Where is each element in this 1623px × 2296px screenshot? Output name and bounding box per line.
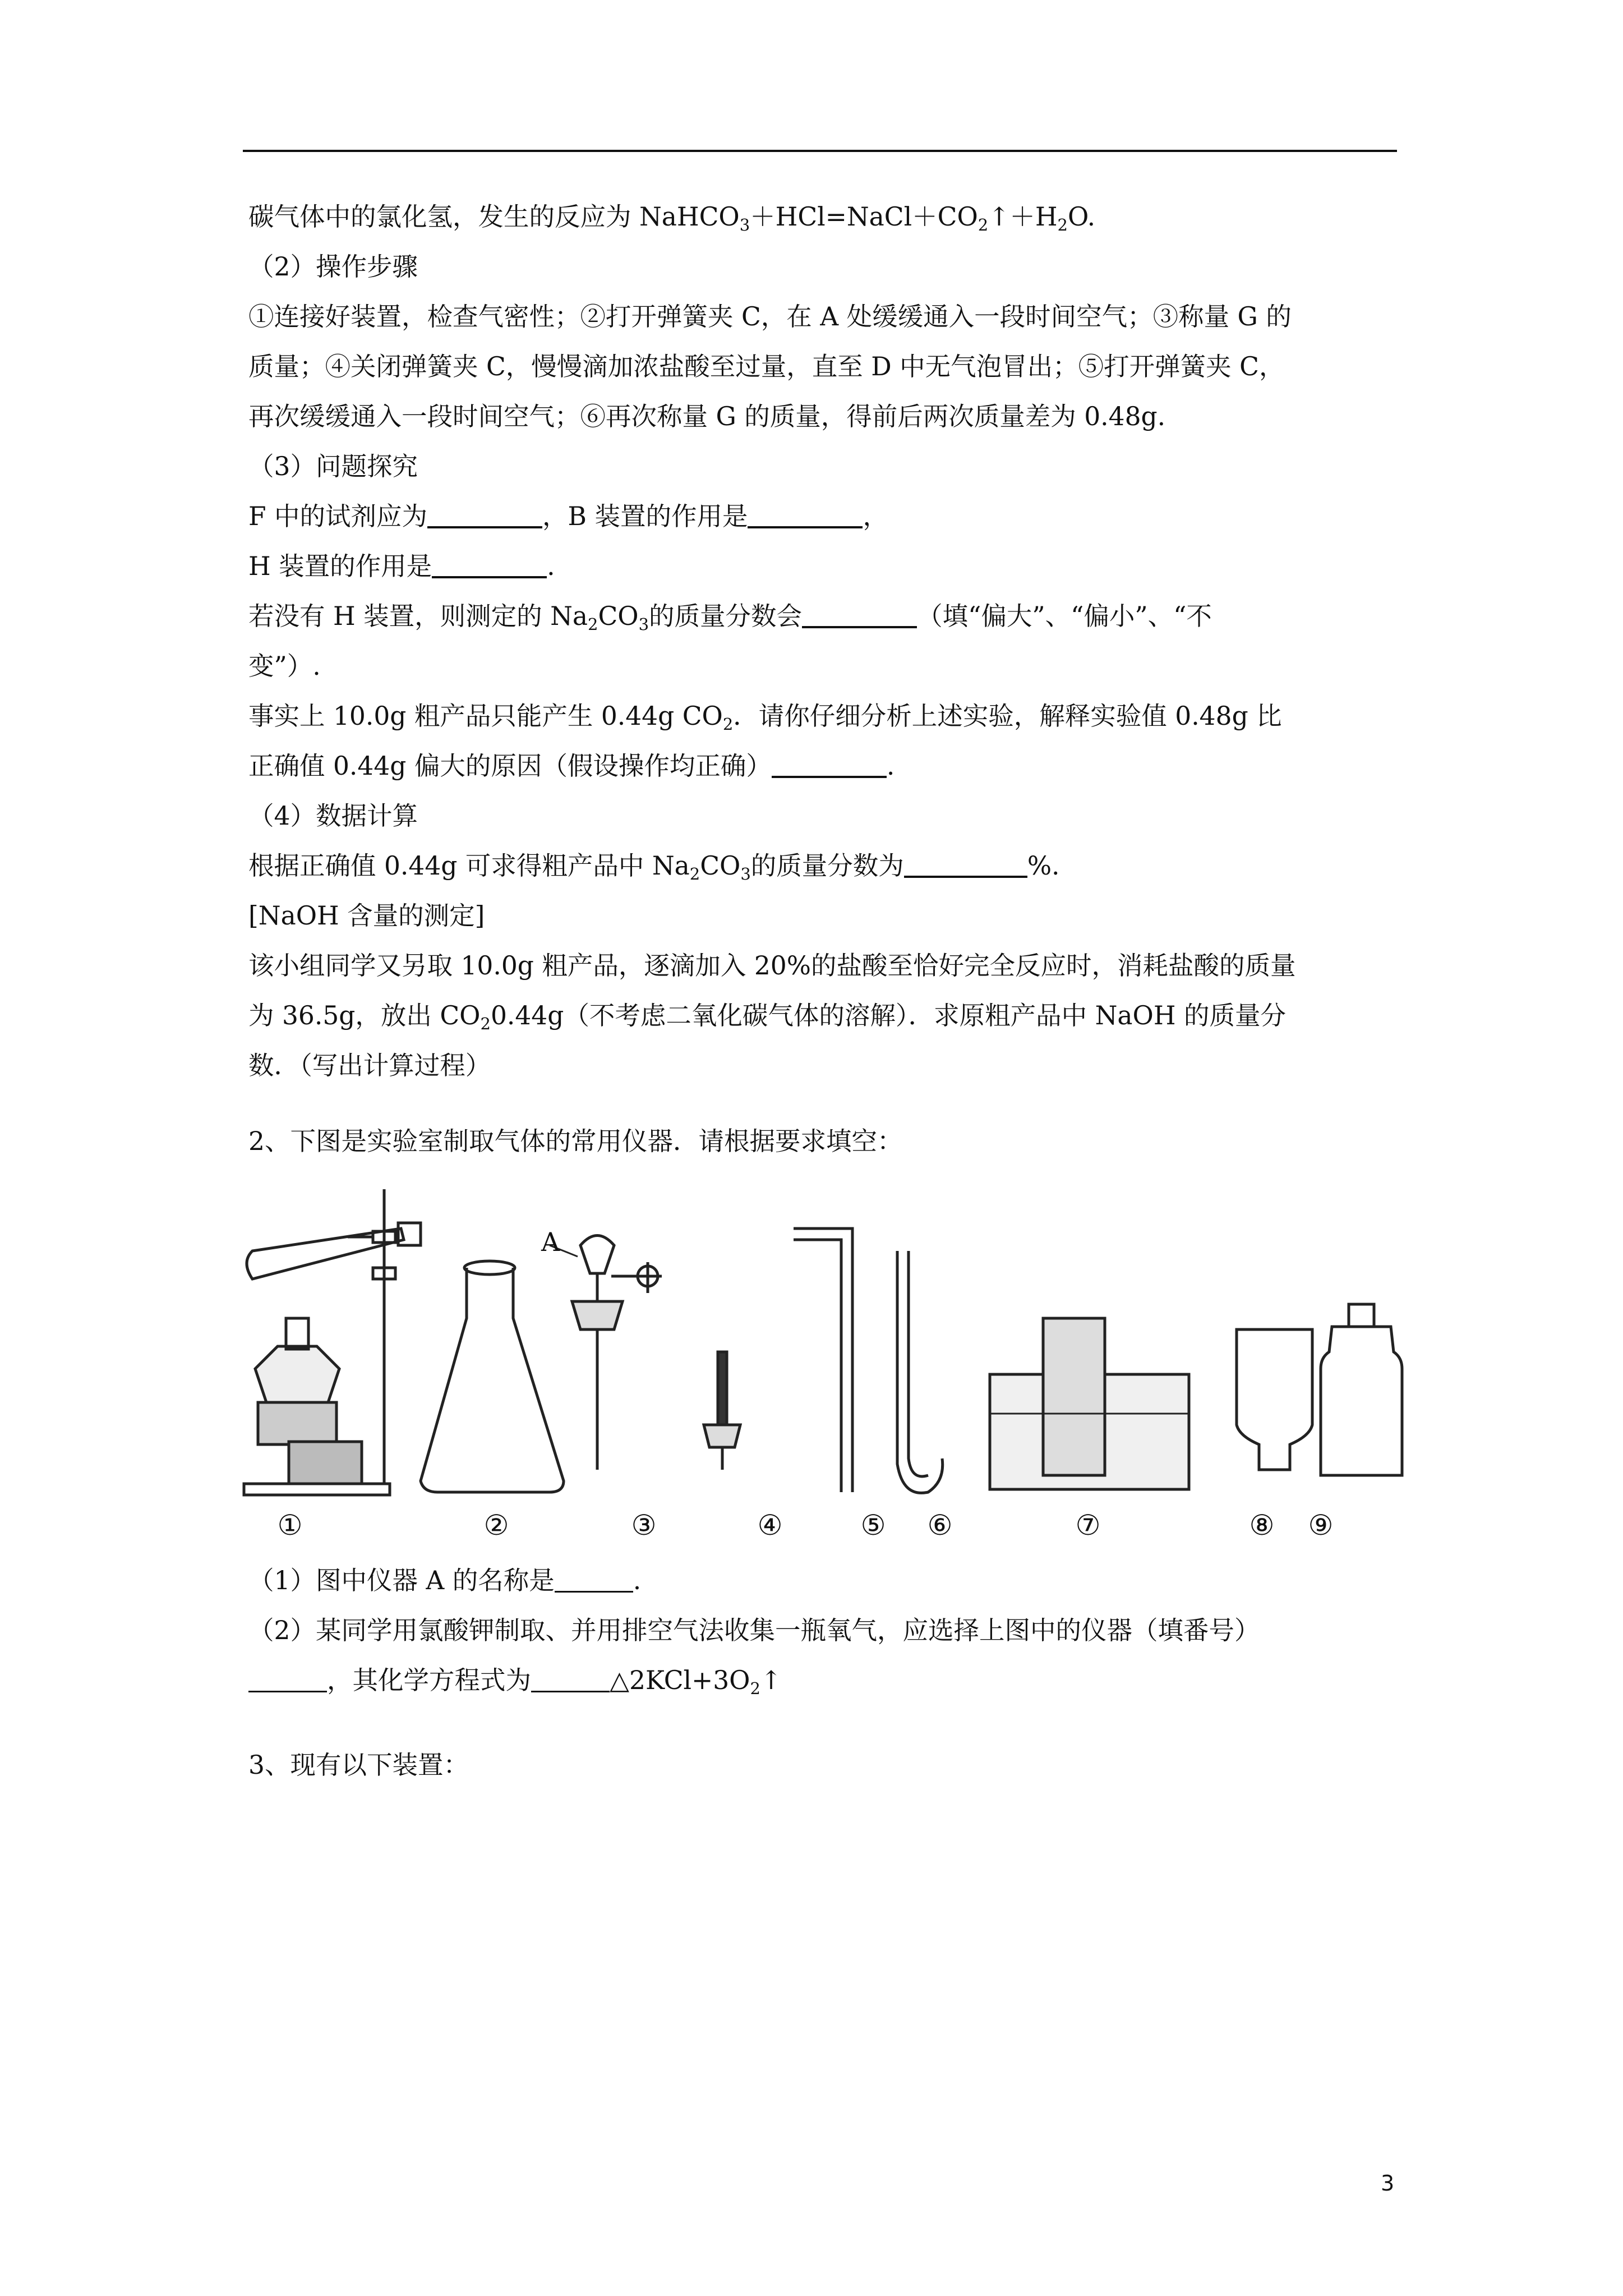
answer-blank[interactable] <box>531 1665 610 1693</box>
apparatus-6-u-tube <box>897 1251 943 1493</box>
label-A: A <box>541 1227 560 1257</box>
apparatus-3-funnel <box>550 1236 662 1470</box>
question-no-H: 若没有 H 装置，则测定的 $Na_2CO_3$的质量分数会 （填“偏大”、“偏小”、“不 <box>248 601 1212 634</box>
section-heading-steps: （2）操作步骤 <box>248 252 418 282</box>
apparatus-label: ④ <box>757 1509 783 1542</box>
apparatus-2-conical-flask <box>421 1261 564 1492</box>
q2-sub-2: （2）某同学用氯酸钾制取、并用排空气法收集一瓶氧气，应选择上图中的仪器（填番号） <box>248 1616 1260 1645</box>
line-reaction: 碳气体中的氯化氢，发生的反应为 $NaHCO_3+HCl=NaCl+CO_2↑+H_2O$. <box>248 202 1096 234</box>
question-reason-1: 事实上 10.0g 粗产品只能产生 0.44g $CO_2$．请你仔细分析上述实验，解释实验值 0.48g 比 <box>248 701 1282 734</box>
apparatus-label: ① <box>277 1509 303 1542</box>
answer-blank[interactable] <box>248 1665 327 1693</box>
naoh-line-3: 数．（写出计算过程） <box>248 1051 491 1080</box>
steps-line-1: ①连接好装置，检查气密性；②打开弹簧夹 C，在 A 处缓缓通入一段时间空气；③称量 G 的 <box>248 302 1292 332</box>
steps-line-3: 再次缓缓通入一段时间空气；⑥再次称量 G 的质量，得前后两次质量差为 0.48g. <box>248 402 1166 431</box>
apparatus-figure <box>236 1178 1413 1542</box>
apparatus-4-stopper <box>704 1352 740 1470</box>
question-2-stem: 2、下图是实验室制取气体的常用仪器．请根据要求填空： <box>248 1126 903 1156</box>
answer-blank[interactable] <box>748 501 863 529</box>
section-heading-naoh: [NaOH 含量的测定] <box>248 901 485 931</box>
apparatus-8-gas-bottle <box>1237 1329 1312 1470</box>
naoh-line-1: 该小组同学又另取 10.0g 粗产品，逐滴加入 20%的盐酸至恰好完全反应时，消耗盐酸的质量 <box>248 951 1296 981</box>
question-H: H 装置的作用是 . <box>248 551 555 581</box>
question-no-H-cont: 变”）. <box>248 651 321 681</box>
question-percent: 根据正确值 0.44g 可求得粗产品中 $Na_2CO_3$的质量分数为 %. <box>248 851 1060 884</box>
section-heading-inquiry: （3）问题探究 <box>248 452 418 481</box>
question-reason-2: 正确值 0.44g 偏大的原因（假设操作均正确） . <box>248 751 895 781</box>
section-heading-calc: （4）数据计算 <box>248 801 418 831</box>
problem-1-continuation <box>248 192 1404 1091</box>
answer-blank[interactable] <box>904 850 1027 878</box>
answer-blank[interactable] <box>772 751 887 779</box>
page-number: 3 <box>1381 2171 1395 2196</box>
question-2-subparts <box>248 1556 1260 1705</box>
apparatus-label: ⑨ <box>1308 1509 1334 1542</box>
q2-sub-1: （1）图中仪器 A 的名称是 . <box>248 1566 642 1595</box>
apparatus-drawing <box>236 1178 1413 1509</box>
apparatus-label: ⑧ <box>1249 1509 1275 1542</box>
apparatus-label: ③ <box>631 1509 657 1542</box>
apparatus-labels <box>236 1509 1413 1543</box>
answer-blank[interactable] <box>427 501 542 529</box>
apparatus-5-bent-tube <box>794 1228 852 1492</box>
naoh-line-2: 为 36.5g，放出 $CO_20.44g$（不考虑二氧化碳气体的溶解）．求原粗产品中 NaOH 的质量分 <box>248 1001 1286 1033</box>
question-3-stem: 3、现有以下装置： <box>248 1750 469 1780</box>
apparatus-label: ⑤ <box>860 1509 886 1542</box>
apparatus-1-heating-setup <box>244 1189 421 1495</box>
apparatus-label: ⑦ <box>1075 1509 1101 1542</box>
question-F-B: F 中的试剂应为 ，B 装置的作用是 ， <box>248 501 888 531</box>
apparatus-label: ② <box>483 1509 509 1542</box>
answer-blank[interactable] <box>555 1566 633 1593</box>
apparatus-label: ⑥ <box>927 1509 953 1542</box>
q2-sub-3: ，其化学方程式为 $\triangle 2KCl+3O_2↑$ <box>248 1655 1260 1705</box>
apparatus-7-water-trough <box>990 1318 1189 1489</box>
apparatus-9-reagent-bottle <box>1321 1304 1402 1475</box>
header-rule <box>243 150 1397 152</box>
answer-blank[interactable] <box>802 601 917 629</box>
steps-line-2: 质量；④关闭弹簧夹 C，慢慢滴加浓盐酸至过量，直至 D 中无气泡冒出；⑤打开弹簧夹 C， <box>248 352 1285 381</box>
answer-blank[interactable] <box>432 551 547 579</box>
